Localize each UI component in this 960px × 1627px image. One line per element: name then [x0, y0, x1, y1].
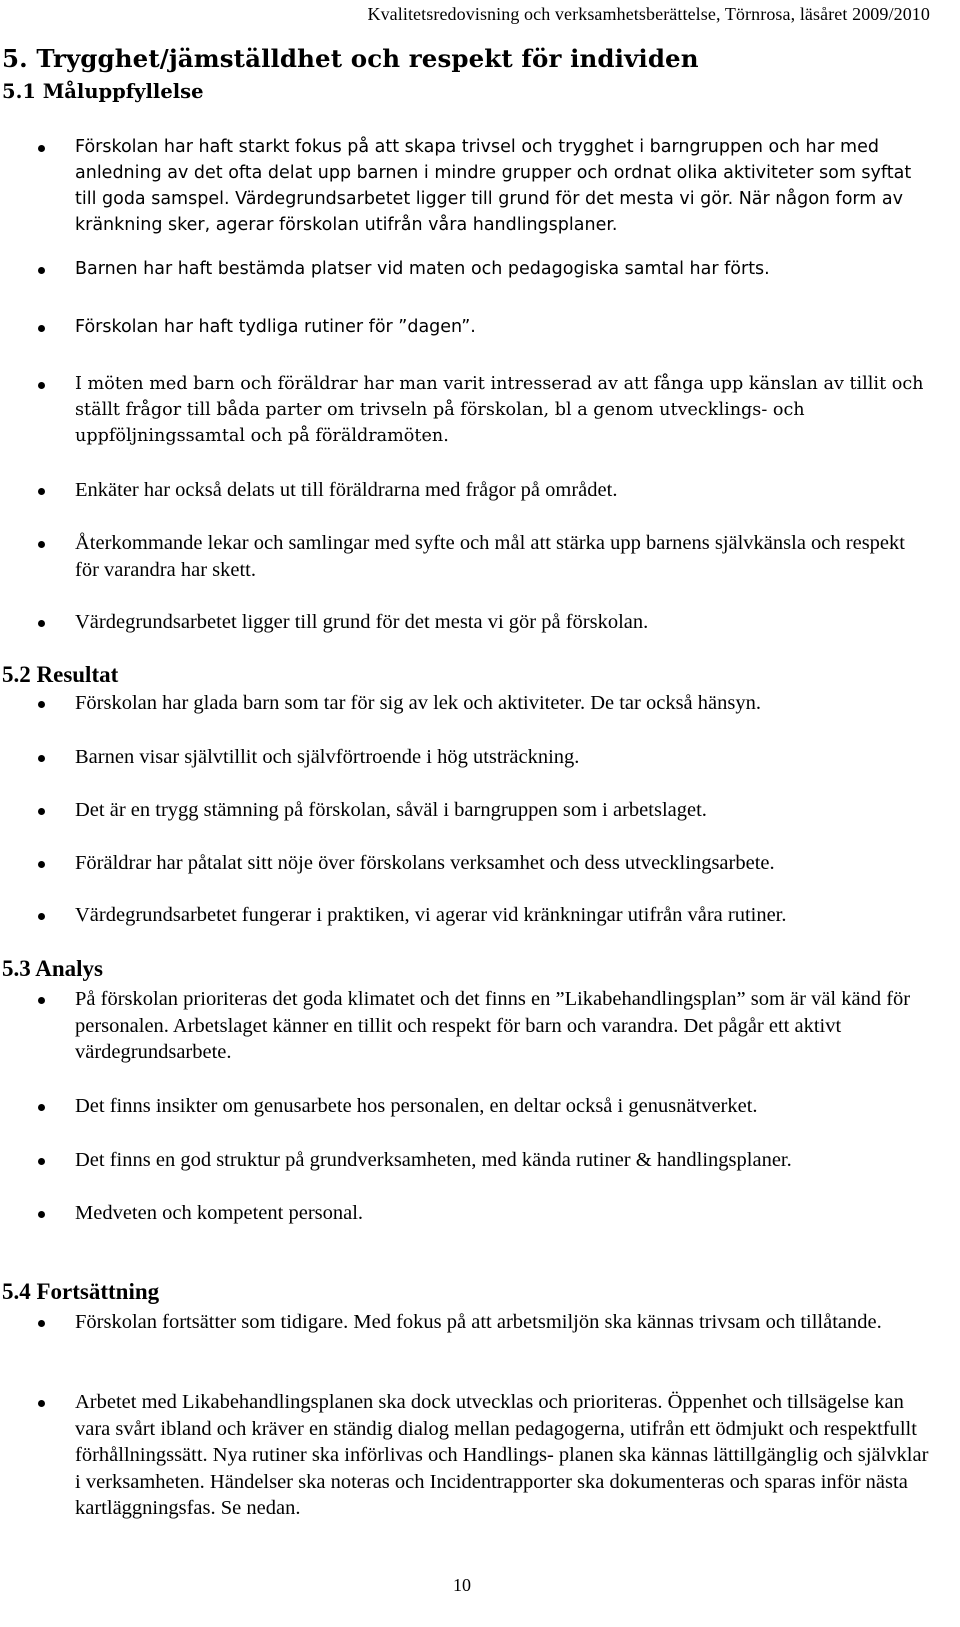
resultat-list: [0, 690, 960, 717]
analys-list: [0, 1093, 960, 1120]
bullet-icon: [38, 488, 45, 495]
list-item: [0, 850, 960, 877]
list-item-text: Återkommande lekar och samlingar med syfte och mål att stärka upp barnens självkänsla och respekt för varandra har skett.: [75, 532, 905, 581]
resultat-list: [0, 902, 960, 929]
resultat-list: [0, 797, 960, 824]
bullet-icon: [38, 701, 45, 708]
list-item-text: I möten med barn och föräldrar har man varit intresserad av att fånga upp känslan av tillit och ställt frågor till båda parter om trivseln på förskolan, bl a genom utvecklings- och uppföljningssamtal och på föräldramöten.: [75, 374, 924, 446]
list-item: [0, 256, 960, 282]
list-item-text: Förskolan har glada barn som tar för sig av lek och aktiviteter. De tar också hänsyn.: [75, 692, 761, 714]
list-item: [0, 371, 960, 449]
fortsattning-list: [0, 1389, 960, 1522]
list-item-text: Barnen visar självtillit och självförtroende i hög utsträckning.: [75, 746, 580, 768]
list-item: [0, 609, 960, 636]
maluppfyllelse-list: [0, 530, 960, 583]
bullet-icon: [38, 861, 45, 868]
list-item-text: Det finns en god struktur på grundverksamheten, med kända rutiner & handlingsplaner.: [75, 1149, 792, 1171]
subsection-title-analys: 5.3 Analys: [2, 956, 103, 981]
list-item: [0, 314, 960, 340]
list-item: [0, 1147, 960, 1174]
list-item: [0, 902, 960, 929]
list-item-text: Värdegrundsarbetet ligger till grund för det mesta vi gör på förskolan.: [75, 611, 649, 633]
bullet-icon: [38, 620, 45, 627]
fortsattning-list: [0, 1309, 960, 1336]
list-item-text: Förskolan har haft starkt fokus på att skapa trivsel och trygghet i barngruppen och har med anledning av det ofta delat upp barnen i mindre grupper och ordnat olika aktiviteter som syftat till goda samspel. Värdegrundsarbetet ligger till grund för det mesta vi gör. När någon form av kränkning sker, agerar förskolan utifrån våra handlingsplaner.: [75, 137, 912, 235]
list-item: [0, 744, 960, 771]
bullet-icon: [38, 382, 45, 389]
maluppfyllelse-list: [0, 477, 960, 504]
bullet-icon: [38, 267, 45, 274]
bullet-icon: [38, 1320, 45, 1327]
subsection-title-maluppfyllelse: 5.1 Måluppfyllelse: [2, 80, 204, 103]
list-item-text: Föräldrar har påtalat sitt nöje över förskolans verksamhet och dess utvecklingsarbete.: [75, 852, 775, 874]
list-item: [0, 1389, 960, 1522]
maluppfyllelse-list: [0, 314, 960, 340]
analys-list: [0, 1147, 960, 1174]
bullet-icon: [38, 325, 45, 332]
bullet-icon: [38, 1400, 45, 1407]
list-item-text: Förskolan fortsätter som tidigare. Med fokus på att arbetsmiljön ska kännas trivsam och tillåtande.: [75, 1311, 882, 1333]
list-item: [0, 477, 960, 504]
analys-list: [0, 986, 960, 1066]
list-item-text: Arbetet med Likabehandlingsplanen ska dock utvecklas och prioriteras. Öppenhet och tillsägelse kan vara svårt ibland och kräver en ständig dialog mellan pedagogerna, utifrån ett ödmjukt och respektfullt förhållningssätt. Nya rutiner ska införlivas och Handlings- planen ska kännas lättillgänglig och självklar i verksamheten. Händelser ska noteras och Incidentrapporter ska dokumenteras och sparas inför nästa kartläggningsfas. Se nedan.: [75, 1391, 929, 1519]
list-item-text: På förskolan prioriteras det goda klimatet och det finns en ”Likabehandlingsplan” som är väl känd för personalen. Arbetslaget känner en tillit och respekt för barn och varandra. Det pågår ett aktivt värdegrundsarbete.: [75, 988, 911, 1063]
bullet-icon: [38, 1104, 45, 1111]
list-item-text: Det finns insikter om genusarbete hos personalen, en deltar också i genusnätverket.: [75, 1095, 758, 1117]
page-number: 10: [453, 1575, 471, 1595]
list-item: [0, 1200, 960, 1227]
list-item: [0, 530, 960, 583]
list-item-text: Värdegrundsarbetet fungerar i praktiken, vi agerar vid kränkningar utifrån våra rutiner.: [75, 904, 787, 926]
subsection-title-resultat: 5.2 Resultat: [2, 662, 119, 687]
bullet-icon: [38, 913, 45, 920]
bullet-icon: [38, 755, 45, 762]
maluppfyllelse-list: [0, 256, 960, 282]
list-item: [0, 134, 960, 238]
list-item: [0, 1309, 960, 1336]
maluppfyllelse-list: [0, 134, 960, 238]
bullet-icon: [38, 1158, 45, 1165]
list-item-text: Enkäter har också delats ut till föräldrarna med frågor på området.: [75, 479, 618, 501]
list-item: [0, 1093, 960, 1120]
resultat-list: [0, 744, 960, 771]
analys-list: [0, 1200, 960, 1227]
bullet-icon: [38, 997, 45, 1004]
bullet-icon: [38, 541, 45, 548]
list-item-text: Barnen har haft bestämda platser vid maten och pedagogiska samtal har förts.: [75, 259, 770, 279]
bullet-icon: [38, 1211, 45, 1218]
list-item-text: Medveten och kompetent personal.: [75, 1202, 364, 1224]
running-header: Kvalitetsredovisning och verksamhetsberättelse, Törnrosa, läsåret 2009/2010: [367, 4, 930, 24]
subsection-title-fortsattning: 5.4 Fortsättning: [2, 1279, 160, 1304]
maluppfyllelse-list: [0, 609, 960, 636]
bullet-icon: [38, 145, 45, 152]
list-item: [0, 797, 960, 824]
list-item-text: Förskolan har haft tydliga rutiner för ”dagen”.: [75, 317, 476, 337]
bullet-icon: [38, 808, 45, 815]
list-item: [0, 986, 960, 1066]
list-item: [0, 690, 960, 717]
list-item-text: Det är en trygg stämning på förskolan, såväl i barngruppen som i arbetslaget.: [75, 799, 707, 821]
section-title: 5. Trygghet/jämställdhet och respekt för individen: [2, 44, 699, 73]
maluppfyllelse-list: [0, 371, 960, 449]
resultat-list: [0, 850, 960, 877]
